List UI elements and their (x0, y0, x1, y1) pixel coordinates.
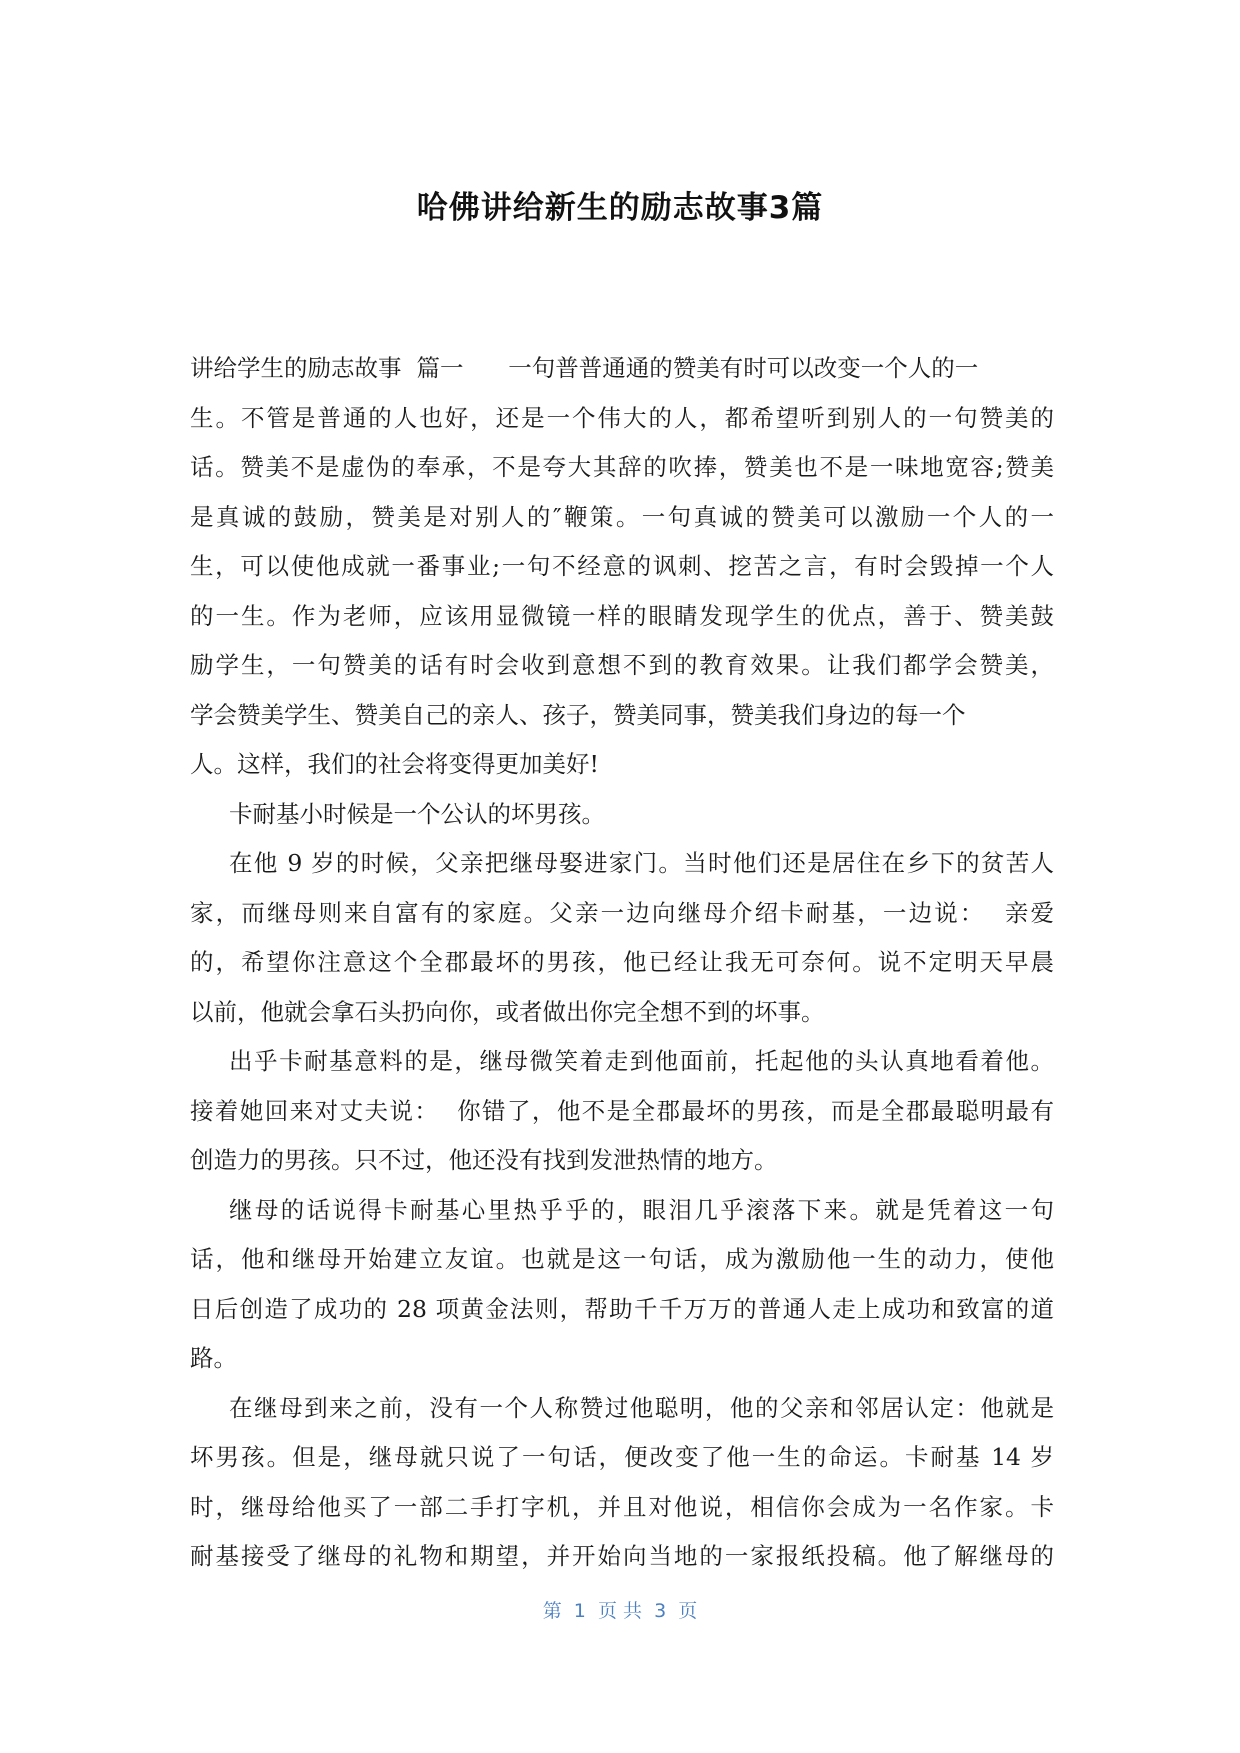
text-line: 日后创造了成功的 28 项黄金法则，帮助千千万万的普通人走上成功和致富的道 (190, 1294, 1054, 1323)
document-body (190, 344, 1054, 1582)
text-line: 卡耐基小时候是一个公认的坏男孩。 (229, 799, 605, 828)
text-line: 讲给学生的励志故事 篇一 一句普普通通的赞美有时可以改变一个人的一 (190, 354, 979, 382)
text-line: 继母的话说得卡耐基心里热乎乎的，眼泪几乎滚落下来。就是凭着这一句 (229, 1195, 1054, 1224)
text-line: 家，而继母则来自富有的家庭。父亲一边向继母介绍卡耐基，一边说： 亲爱 (190, 898, 1054, 927)
text-line: 学会赞美学生、赞美自己的亲人、孩子，赞美同事，赞美我们身边的每一个 (190, 700, 966, 729)
page-number-footer: 第 1 页 共 3 页 (542, 1600, 698, 1622)
text-line: 在他 9 岁的时候，父亲把继母娶进家门。当时他们还是居住在乡下的贫苦人 (229, 849, 1054, 877)
page-title: 哈佛讲给新生的励志故事3篇 (416, 190, 824, 226)
text-line: 励学生，一句赞美的话有时会收到意想不到的教育效果。让我们都学会赞美， (190, 651, 1054, 679)
text-line: 人。这样，我们的社会将变得更加美好! (190, 750, 599, 778)
text-line: 时，继母给他买了一部二手打字机，并且对他说，相信你会成为一名作家。卡 (190, 1492, 1054, 1521)
text-line: 耐基接受了继母的礼物和期望，并开始向当地的一家报纸投稿。他了解继母的 (190, 1542, 1054, 1570)
text-line: 创造力的男孩。只不过，他还没有找到发泄热情的地方。 (190, 1146, 778, 1174)
text-line: 的一生。作为老师，应该用显微镜一样的眼睛发现学生的优点，善于、赞美鼓 (190, 601, 1054, 630)
text-line: 在继母到来之前，没有一个人称赞过他聪明，他的父亲和邻居认定：他就是 (229, 1393, 1054, 1422)
text-line: 话，他和继母开始建立友谊。也就是这一句话，成为激励他一生的动力，使他 (190, 1245, 1054, 1273)
text-line: 路。 (190, 1344, 237, 1372)
text-line: 接着她回来对丈夫说： 你错了，他不是全郡最坏的男孩，而是全郡最聪明最有 (190, 1096, 1054, 1125)
text-line: 的，希望你注意这个全郡最坏的男孩，他已经让我无可奈何。说不定明天早晨 (190, 948, 1054, 976)
text-line: 话。赞美不是虚伪的奉承，不是夸大其辞的吹捧，赞美也不是一味地宽容;赞美 (190, 453, 1054, 481)
text-line: 是真诚的鼓励，赞美是对别人的″鞭策。一句真诚的赞美可以激励一个人的一 (190, 502, 1054, 531)
text-line: 生，可以使他成就一番事业;一句不经意的讽刺、挖苦之言，有时会毁掉一个人 (190, 552, 1054, 580)
text-line: 坏男孩。但是，继母就只说了一句话，便改变了他一生的命运。卡耐基 14 岁 (190, 1443, 1054, 1471)
text-line: 以前，他就会拿石头扔向你，或者做出你完全想不到的坏事。 (190, 997, 825, 1026)
text-line: 生。不管是普通的人也好，还是一个伟大的人，都希望听到别人的一句赞美的 (190, 403, 1054, 432)
text-line: 出乎卡耐基意料的是，继母微笑着走到他面前，托起他的头认真地看着他。 (229, 1047, 1054, 1075)
